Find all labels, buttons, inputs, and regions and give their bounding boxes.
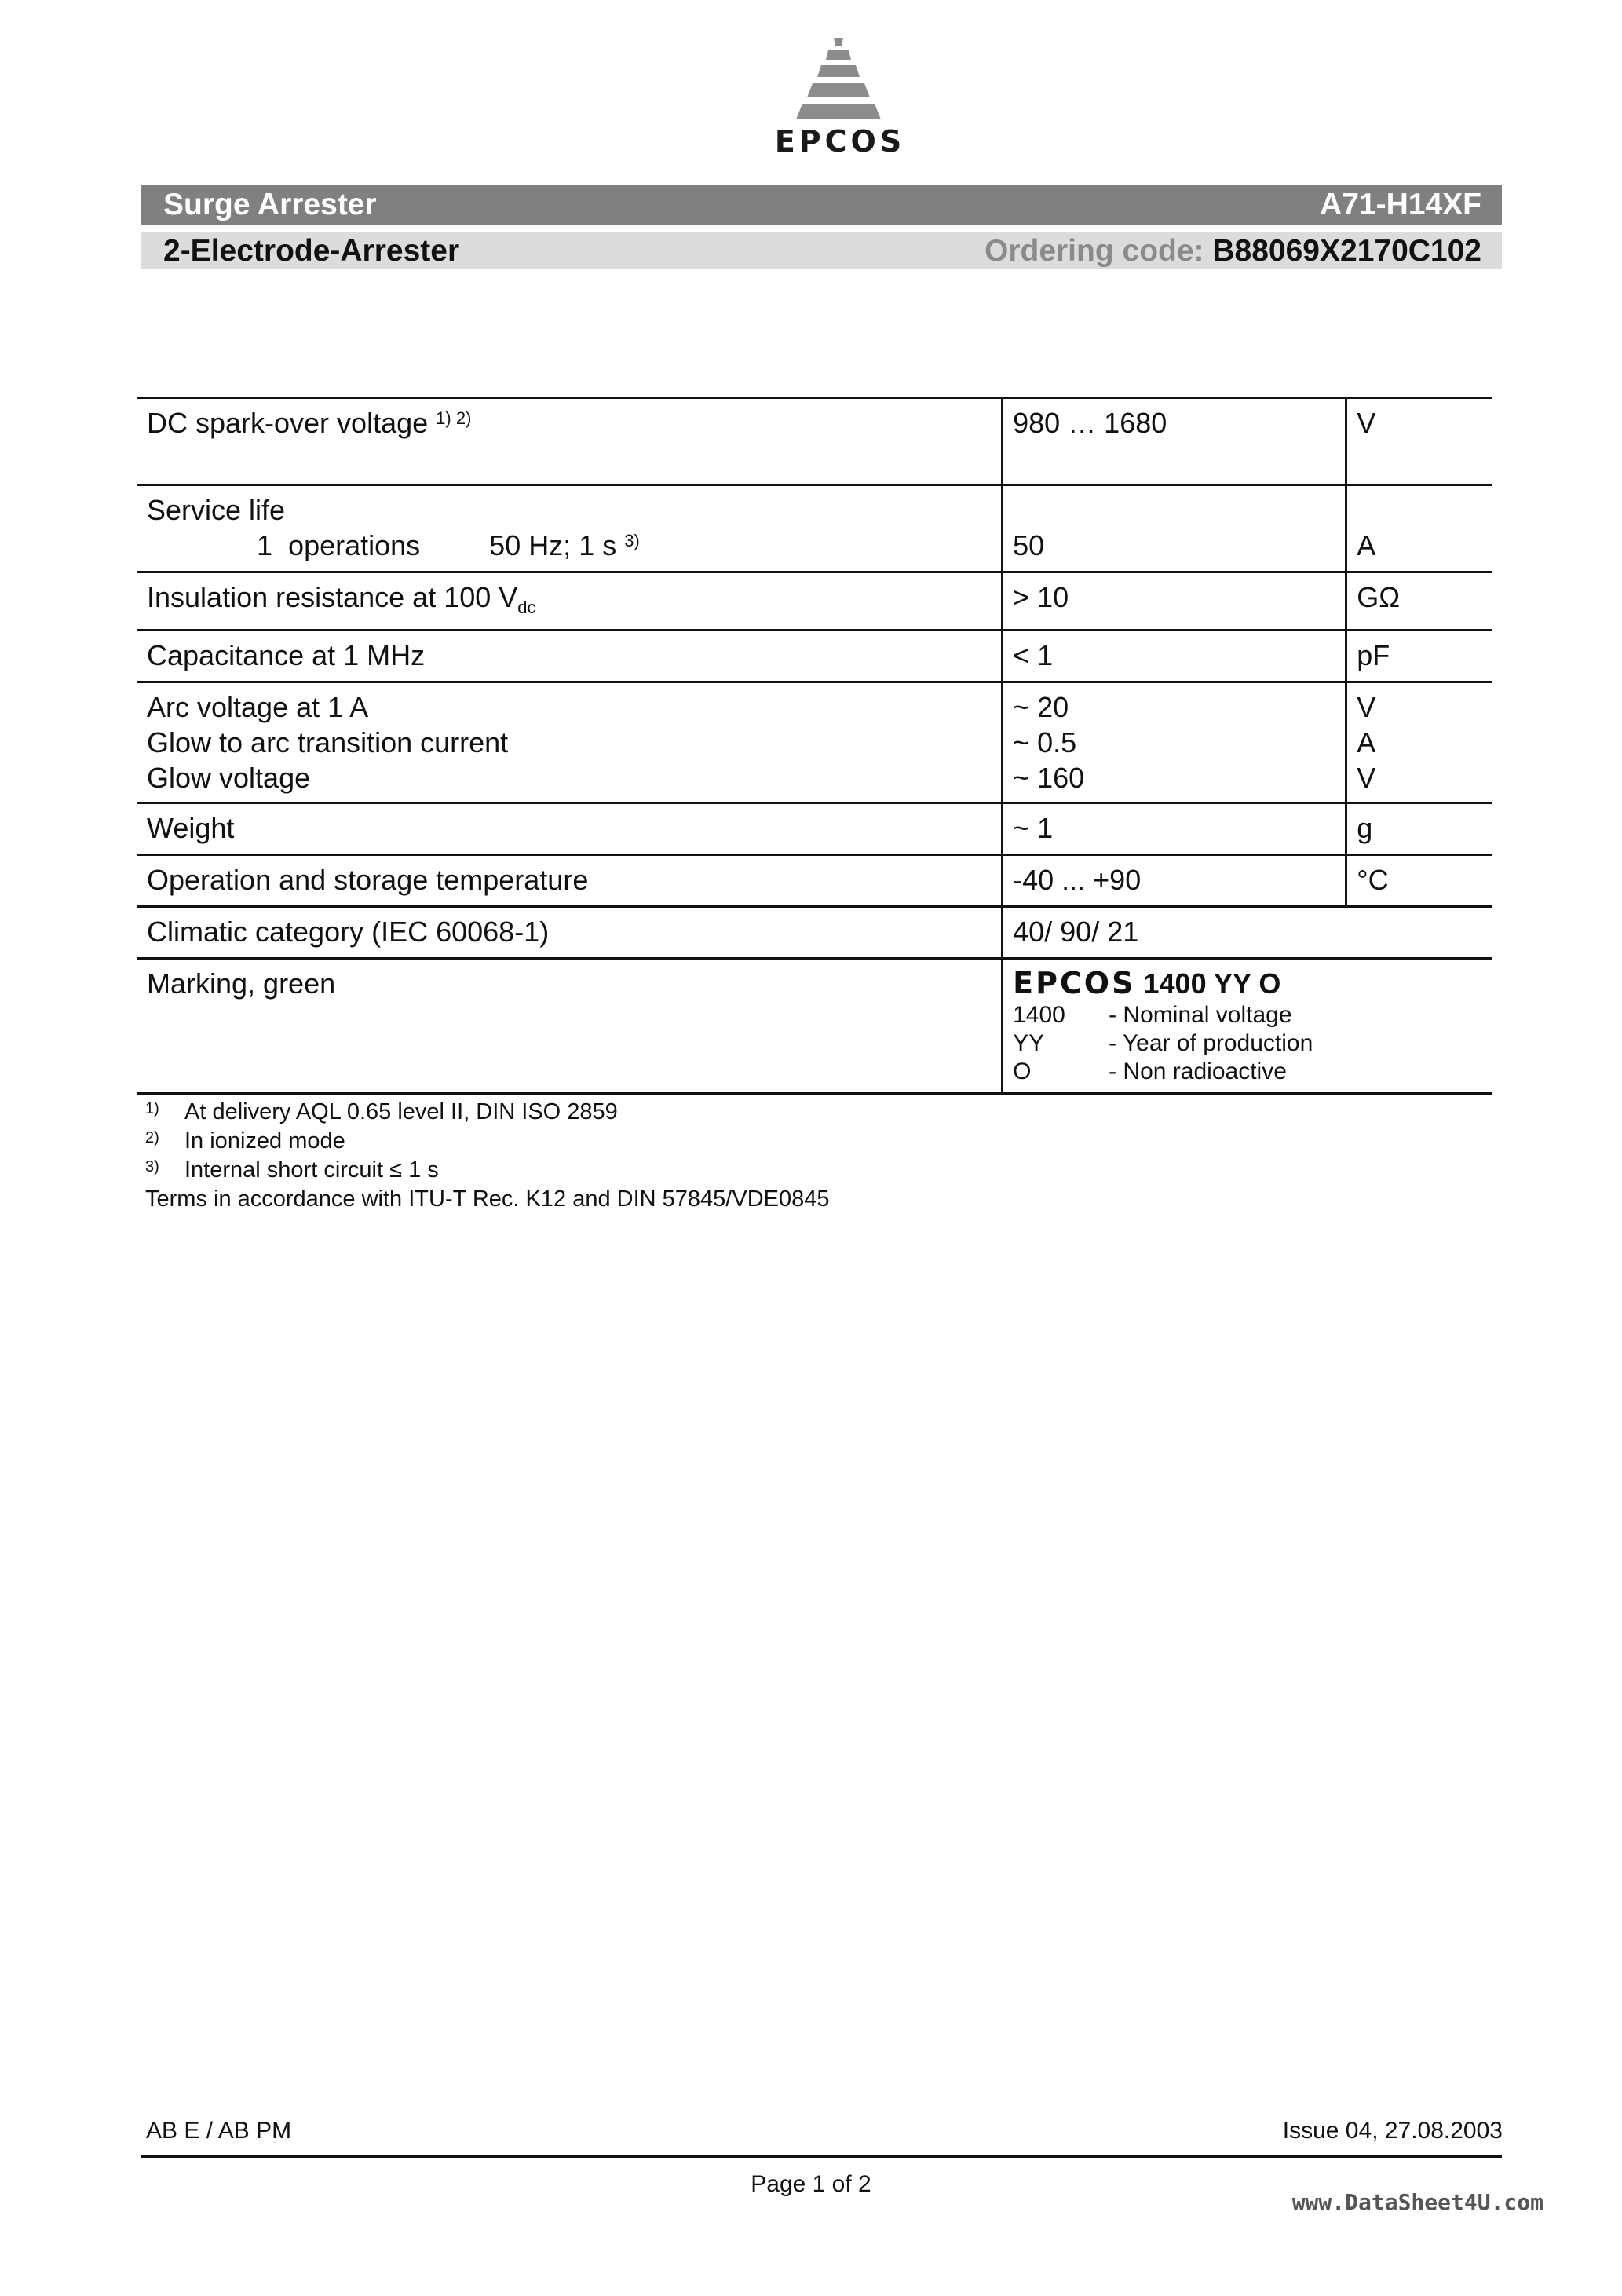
marking-legend-item: O - Non radioactive — [1013, 1058, 1287, 1084]
spec-unit: A — [1357, 529, 1376, 561]
footnote-ref: 1) 2) — [436, 408, 472, 428]
spec-unit: °C — [1346, 855, 1492, 907]
title-band — [141, 185, 1502, 225]
footer-divider — [141, 2155, 1502, 2158]
footnotes — [145, 1098, 830, 1214]
spec-label: Insulation resistance at 100 V — [147, 581, 518, 613]
spec-unit: GΩ — [1346, 572, 1492, 631]
table-row — [137, 572, 1492, 631]
logo-text: EPCOS — [774, 124, 906, 159]
spec-unit: V — [1346, 398, 1492, 485]
epcos-logo — [762, 33, 919, 159]
table-row — [137, 485, 1492, 572]
spec-label: Operation and storage temperature — [137, 855, 1003, 907]
marking-legend-item: YY - Year of production — [1013, 1030, 1313, 1056]
spec-label: Capacitance at 1 MHz — [137, 631, 1003, 682]
spec-value: ~ 20 — [1013, 691, 1069, 723]
spec-label: Arc voltage at 1 A — [147, 691, 369, 723]
spec-label: Glow to arc transition current — [147, 726, 509, 759]
ordering-code-block — [985, 234, 1481, 269]
service-life-count: 1 — [257, 529, 273, 561]
spec-unit: V — [1357, 762, 1376, 794]
spec-label: Weight — [137, 803, 1003, 855]
spec-value: < 1 — [1003, 631, 1346, 682]
spec-unit: V — [1357, 691, 1376, 723]
service-life-condition: 50 Hz; 1 s — [489, 529, 617, 561]
ordering-code-label: Ordering code: — [984, 234, 1204, 268]
spec-value: 40/ 90/ 21 — [1003, 907, 1492, 959]
table-row — [137, 855, 1492, 907]
document-title: Surge Arrester — [163, 188, 377, 221]
page-number: Page 1 of 2 — [751, 2171, 871, 2197]
spec-unit: pF — [1346, 631, 1492, 682]
table-row — [137, 631, 1492, 682]
spec-value: ~ 160 — [1013, 762, 1085, 794]
table-row — [137, 959, 1492, 1094]
spec-value: 980 … 1680 — [1003, 398, 1346, 485]
service-life-ops: operations — [288, 529, 421, 561]
spec-unit: g — [1346, 803, 1492, 855]
terms-note: Terms in accordance with ITU-T Rec. K12 and DIN 57845/VDE0845 — [145, 1186, 830, 1212]
table-row — [137, 803, 1492, 855]
spec-label: Service life — [147, 494, 286, 526]
specification-table — [137, 397, 1492, 1095]
table-row — [137, 682, 1492, 803]
footnote-ref: 3) — [624, 531, 640, 550]
marking-logo: EPCOS — [1013, 966, 1136, 1000]
document-subtitle: 2-Electrode-Arrester — [163, 234, 460, 268]
marking-cell — [1003, 959, 1492, 1094]
footnote: 3) Internal short circuit ≤ 1 s — [145, 1157, 439, 1183]
spec-value: ~ 0.5 — [1013, 726, 1077, 759]
marking-code: 1400 YY O — [1143, 967, 1281, 1000]
subtitle-band — [141, 232, 1502, 269]
spec-label: Glow voltage — [147, 762, 311, 794]
spec-value: -40 ... +90 — [1003, 855, 1346, 907]
spec-unit: A — [1357, 726, 1376, 759]
footer-issue: Issue 04, 27.08.2003 — [1282, 2118, 1503, 2144]
spec-value: > 10 — [1003, 572, 1346, 631]
marking-legend-item: 1400 - Nominal voltage — [1013, 1002, 1292, 1028]
epcos-pyramid-icon — [785, 33, 895, 123]
spec-label: Marking, green — [137, 959, 1003, 1094]
footnote: 2) In ionized mode — [145, 1128, 345, 1153]
spec-label: Climatic category (IEC 60068-1) — [137, 907, 1003, 959]
spec-value: 50 — [1013, 529, 1045, 561]
footer-department: AB E / AB PM — [146, 2118, 292, 2144]
watermark: www.DataSheet4U.com — [1291, 2189, 1543, 2215]
table-row — [137, 398, 1492, 485]
spec-value: ~ 1 — [1003, 803, 1346, 855]
spec-label: DC spark-over voltage — [147, 407, 429, 439]
footnote: 1) At delivery AQL 0.65 level II, DIN ISO 2859 — [145, 1099, 618, 1124]
spec-label-subscript: dc — [517, 598, 536, 618]
table-row — [137, 907, 1492, 959]
ordering-code: B88069X2170C102 — [1212, 234, 1481, 268]
part-number: A71-H14XF — [1320, 188, 1481, 221]
